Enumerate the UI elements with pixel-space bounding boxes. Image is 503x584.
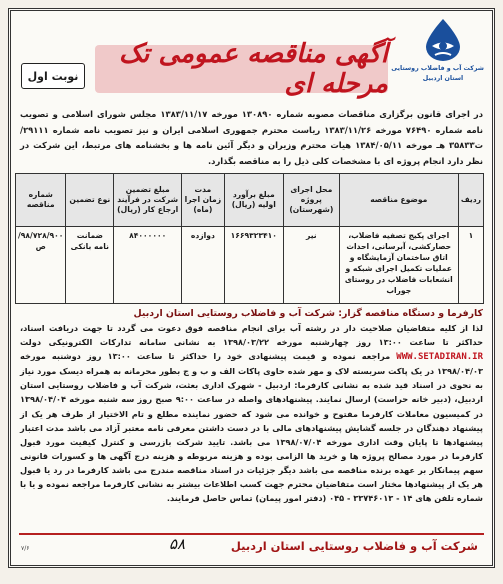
notice-title: آگهی مناقصه عمومی تک مرحله ای — [118, 39, 388, 99]
logo-caption-line1: شرکت آب و فاضلاب روستایی — [391, 65, 484, 72]
notice-footer — [19, 533, 484, 561]
intro-paragraph: در اجرای قانون برگزاری مناقصات مصوبه شماره ۱۳۰۸۹۰ مورخه ۱۳۸۳/۱۱/۱۷ مجلس شورای اسلامی و تصویب نامه شماره ۷۶۴۹۰ مورخه ۱۳۸۳/۱۱/۲۶ ریاست محترم جمهوری اسلامی ایران و نیز تصویب نامه شماره ۲۹۱۱۱/ت۳۵۸۳۳ هـ مورخه ۱۳۸۴/۰۵/۱۱ هیات محترم وزیران و دیگر آئین نامه ها و بخشنامه های مرتبط، این شرکت در نظر دارد انجام پروژه ای با مشخصات کلی ذیل را به مناقصه بگذارد. — [20, 109, 483, 166]
header-guarantee-type: نوع تضمین — [66, 174, 114, 227]
cell-estimate: ۱۶۶۹۳۲۳۴۱۰ — [224, 227, 283, 304]
cell-duration: دوازده — [182, 227, 224, 304]
header-subject: موضوع مناقصه — [339, 174, 458, 227]
tender-notice — [8, 8, 495, 568]
header-estimate: مبلغ برآورد اولیه (ریال) — [224, 174, 283, 227]
website-link[interactable]: WWW.SETADIRAN.IR — [396, 352, 483, 363]
header-duration: مدت زمان اجرا (ماه) — [182, 174, 224, 227]
cell-subject: اجرای پکیج تصفیه فاضلاب، حصارکشی، آبرسانی، احداث اتاق ساختمان آزمایشگاه و عملیات تکمیل اجرای شبکه و انشعابات فاضلاب در روستای جوراب — [339, 227, 458, 304]
body-text-part1: لذا از کلیه متقاضیان صلاحیت دار در رشته آب برای انجام مناقصه فوق دعوت می گردد تا جهت دریافت اسناد، حداکثر تا ساعت ۱۳:۰۰ روز چهارشنبه مورخه ۱۳۹۸/۰۳/۲۲ به نشانی سامانه تدارکات الکترونیکی دولت — [20, 323, 483, 348]
table-row — [16, 227, 484, 304]
notice-header — [11, 11, 492, 107]
cell-row-no: ۱ — [458, 227, 483, 304]
footer-company-name: شرکت آب و فاضلاب روستایی استان اردبیل — [230, 539, 478, 553]
table-header-row — [16, 174, 484, 227]
body-paragraph — [20, 321, 483, 505]
cell-guarantee-type: ضمانت نامه بانکی — [66, 227, 114, 304]
cell-tender-no: ۹۸/۷۲۸/۹۰۰/ص — [16, 227, 66, 304]
cell-location: نیر — [283, 227, 339, 304]
water-drop-logo-icon — [420, 17, 466, 63]
header-tender-no: شماره مناقصه — [16, 174, 66, 227]
round-badge: نوبت اول — [21, 63, 85, 89]
company-logo — [391, 17, 484, 83]
logo-caption-line2: استان اردبیل — [422, 74, 464, 82]
header-guarantee-amount: مبلغ تضمین شرکت در فرآیند ارجاع کار (ریال) — [114, 174, 182, 227]
header-location: محل اجرای پروژه (شهرستان) — [283, 174, 339, 227]
tender-table — [15, 173, 484, 304]
handwritten-signature: ۵۸ — [169, 535, 186, 553]
body-text-part2: مراجعه نموده و قیمت پیشنهادی خود را حداکثر تا ساعت ۱۳:۰۰ روز دوشنبه مورخه ۱۳۹۸/۰۴/۰۳ در یک پاکت سربسته لاک و مهر شده حاوی پاکات الف و ب و ج بطور محرمانه به همراه دیسک مورد نیاز به نحوی در اسناد قید شده به نشانی کارفرما: اردبیل - شهرک اداری بعثت، شرکت آب و فاضلاب روستایی استان اردبیل، (دبیر خانه حراست) ارسال نمایند. پیشنهادهای واصله در ساعت ۹:۰۰ صبح روز سه شنبه مورخه ۱۳۹۸/۰۴/۰۴ در کمیسیون معاملات کارفرما مفتوح و خوانده می شود که حضور نماینده مطلع و تام الاختیار از طرف هر یک از پیشنهاد دهندگان در جلسه گشایش پیشنهادهای مالی با در دست داشتن معرفی نامه معتبر آزاد می باشد مدت اعتبار پیشنهادها تا پایان وقت اداری مورخه ۱۳۹۸/۰۷/۰۴ می باشد. تایید شرکت بازرسی و کنترل کیفیت مورد قبول کارفرما در مورد مصالح پروژه ها و خرید ها الزامی بوده و هزینه مربوطه و هزینه درج آگهی ها و کسورات قانونی سهم پیمانکار بر عهده برنده مناقصه می باشد دیگر جزئیات در اسناد مناقصه مندرج می باشد کارفرما در رد یا قبول هر یک از پیشنهادها مختار است متقاضیان محترم جهت کسب اطلاعات بیشتر به نشانی کارفرما مراجعه نموده و یا با شماره تلفن های ۱۴ - ۳۳۷۴۶۰۱۳ - ۰۴۵ (دفتر امور پیمان) تماس حاصل فرمایند. — [20, 351, 483, 504]
cell-guarantee-amount: ۸۴۰۰۰۰۰۰ — [114, 227, 182, 304]
page-code: ۷/۶ — [21, 545, 30, 552]
employer-title: کارفرما و دستگاه مناقصه گزار: شرکت آب و فاضلاب روستایی استان اردبیل — [133, 308, 483, 319]
header-row-no: ردیف — [458, 174, 483, 227]
title-banner — [95, 39, 388, 99]
